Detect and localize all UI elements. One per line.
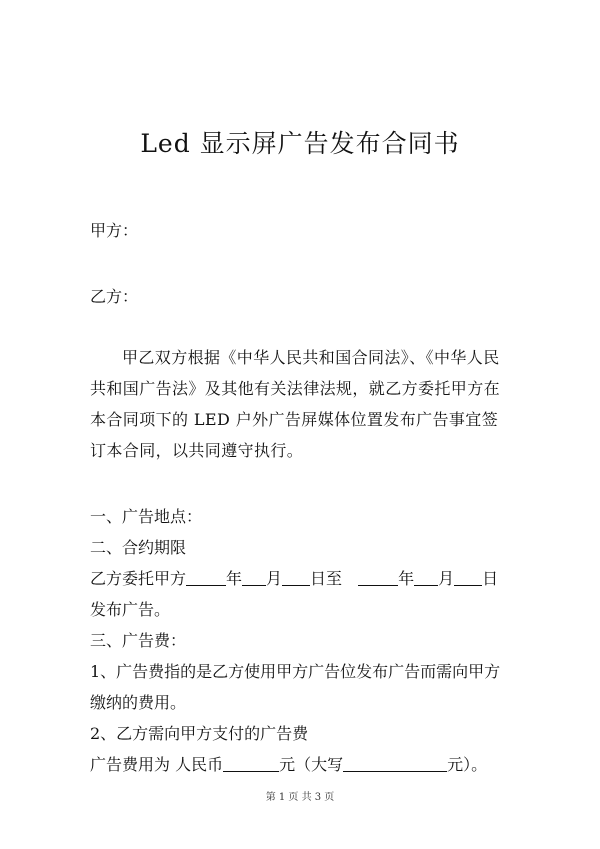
term-line <box>90 567 498 591</box>
page-number: 第 1 页 共 3 页 <box>265 792 335 803</box>
fee-amount-capital-blank[interactable] <box>343 755 447 772</box>
section-ad-fee: 三、广告费： <box>90 631 187 650</box>
start-day-blank[interactable] <box>282 569 310 586</box>
fee-yuan-end-text: 元）。 <box>447 755 488 774</box>
section-contract-term: 二、合约期限 <box>90 538 187 557</box>
start-year-blank[interactable] <box>186 569 226 586</box>
year-text-2: 年 <box>398 569 415 588</box>
document-title: Led 显示屏广告发布合同书 <box>140 129 460 158</box>
end-day-blank[interactable] <box>454 569 482 586</box>
month-text-2: 月 <box>438 569 455 588</box>
section-ad-location: 一、广告地点： <box>90 507 203 526</box>
end-year-blank[interactable] <box>358 569 398 586</box>
year-text: 年 <box>226 569 243 588</box>
fee-yuan-text: 元（大写 <box>279 755 344 774</box>
term-prefix: 乙方委托甲方 <box>90 569 187 588</box>
fee-amount-prefix: 广告费用为 人民币 <box>90 755 224 774</box>
fee-item-1-line-2: 缴纳的费用。 <box>90 693 187 712</box>
party-b-label: 乙方： <box>90 287 139 306</box>
party-a-label: 甲方： <box>90 221 139 240</box>
start-month-blank[interactable] <box>242 569 266 586</box>
fee-item-1-line-1: 1、广告费指的是乙方使用甲方广告位发布广告而需向甲方 <box>90 662 501 681</box>
end-month-blank[interactable] <box>414 569 438 586</box>
fee-amount-blank[interactable] <box>223 755 279 772</box>
term-suffix: 发布广告。 <box>90 600 171 619</box>
month-text: 月 <box>266 569 283 588</box>
fee-item-2: 2、乙方需向甲方支付的广告费 <box>90 724 309 743</box>
day-text: 日 <box>482 569 499 588</box>
day-to-text: 日至 <box>310 569 343 588</box>
intro-paragraph: 甲乙双方根据《中华人民共和国合同法》、《中华人民共和国广告法》及其他有关法律法规，就乙方委托甲方在本合同项下的 LED 户外广告屏媒体位置发布广告事宜签订本合同，以共同遵守执行。 <box>90 348 501 460</box>
fee-amount-line <box>90 753 487 777</box>
